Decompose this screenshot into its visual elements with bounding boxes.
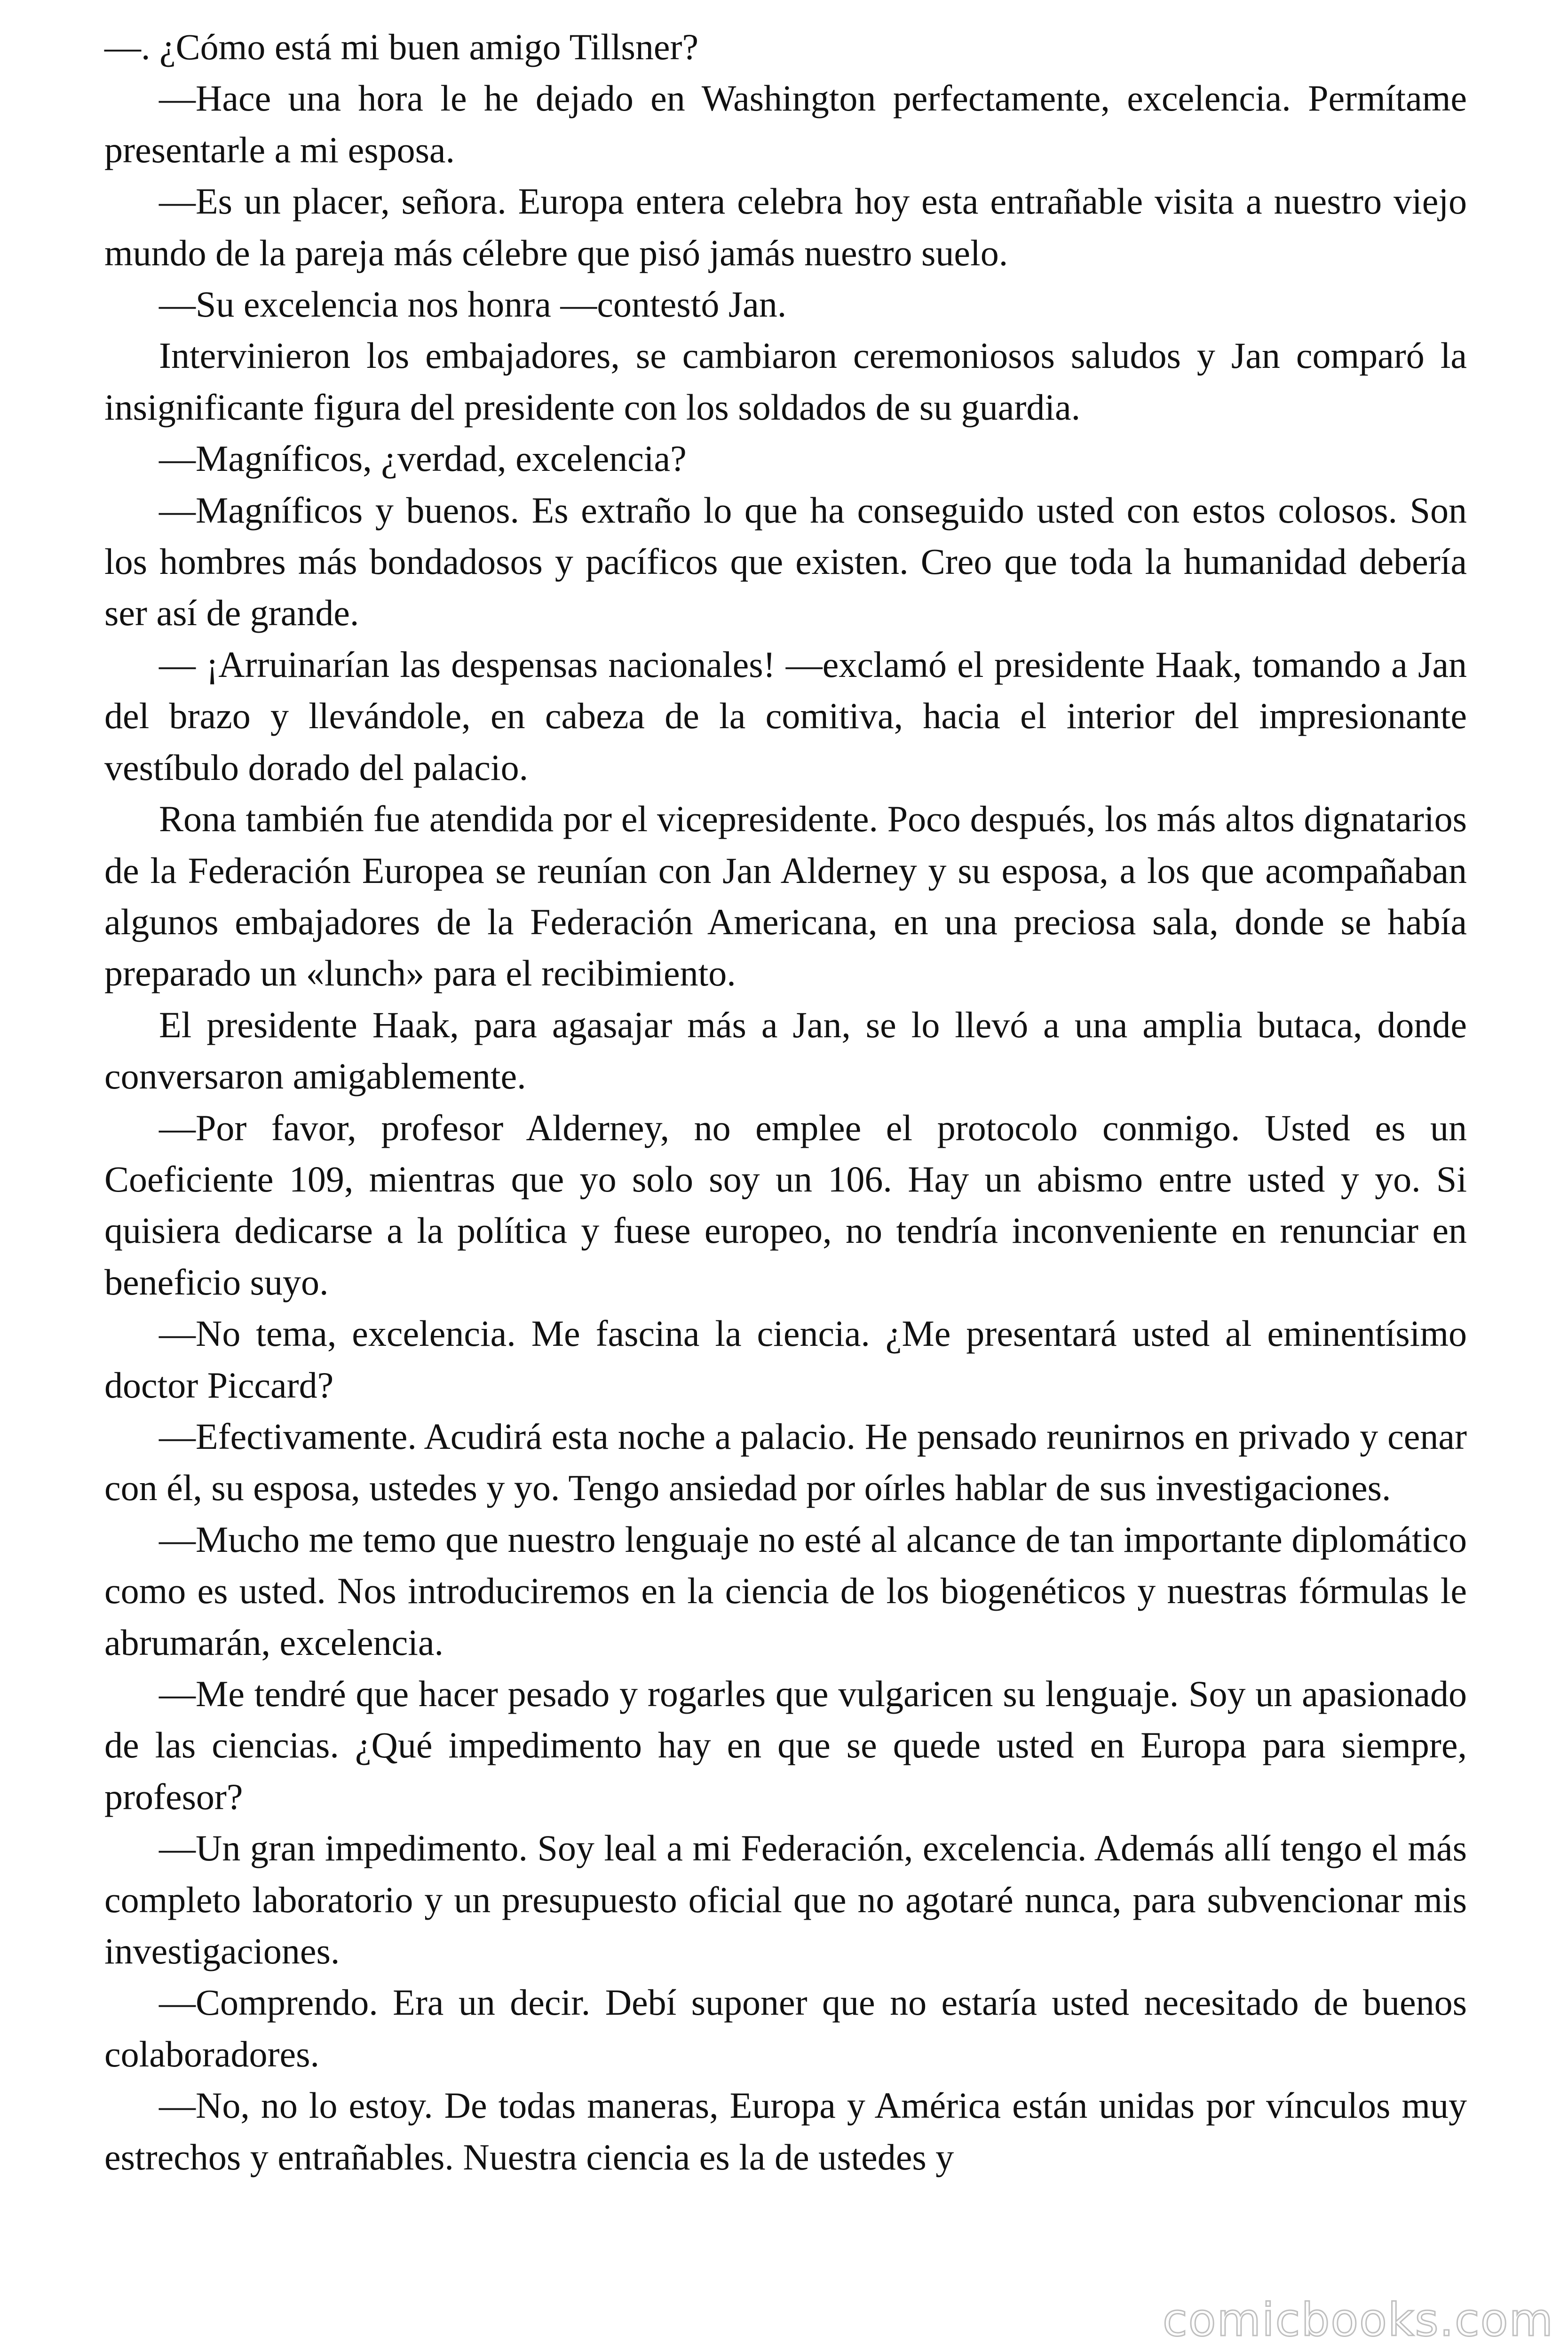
paragraph: —Su excelencia nos honra —contestó Jan. (159, 284, 787, 325)
paragraph: —Mucho me temo que nuestro lenguaje no esté al alcance de tan importante diplomático como es usted. Nos introduciremos en la ciencia de los biogenéticos y nuestras fórmulas le abrumarán, excelencia. (104, 1518, 1467, 1663)
paragraph: —Es un placer, señora. Europa entera celebra hoy esta entrañable visita a nuestro viejo mundo de la pareja más célebre que pisó jamás nuestro suelo. (104, 181, 1467, 273)
paragraph: — ¡Arruinarían las despensas nacionales! —exclamó el presidente Haak, tomando a Jan del brazo y llevándole, en cabeza de la comitiva, hacia el interior del impresionante vestíbulo dorado del palacio. (104, 644, 1467, 788)
paragraph: Rona también fue atendida por el vicepresidente. Poco después, los más altos dignatarios de la Federación Europea se reunían con Jan Alderney y su esposa, a los que acompañaban algunos embajadores de la Federación Americana, en una preciosa sala, donde se había preparado un «lunch» para el recibimiento. (104, 798, 1467, 994)
paragraph: —No, no lo estoy. De todas maneras, Europa y América están unidas por vínculos muy estrechos y entrañables. Nuestra ciencia es la de ustedes y (104, 2085, 1467, 2177)
paragraph: —No tema, excelencia. Me fascina la ciencia. ¿Me presentará usted al eminentísimo doctor Piccard? (104, 1313, 1467, 1406)
paragraph: —Magníficos, ¿verdad, excelencia? (159, 438, 687, 479)
paragraph: —Magníficos y buenos. Es extraño lo que ha conseguido usted con estos colosos. Son los hombres más bondadosos y pacíficos que existen. Creo que toda la humanidad debería ser así de grande. (104, 489, 1467, 634)
paragraph: —Un gran impedimento. Soy leal a mi Federación, excelencia. Además allí tengo el más completo laboratorio y un presupuesto oficial que no agotaré nunca, para subvencionar mis investigaciones. (104, 1828, 1467, 1972)
paragraph: —Por favor, profesor Alderney, no emplee el protocolo conmigo. Usted es un Coeficiente 109, mientras que yo solo soy un 106. Hay un abismo entre usted y yo. Si quisiera dedicarse a la política y fuese europeo, no tendría inconveniente en renunciar en beneficio suyo. (104, 1107, 1467, 1303)
paragraph: —Comprendo. Era un decir. Debí suponer que no estaría usted necesitado de buenos colaboradores. (104, 1982, 1467, 2074)
paragraph: —Efectivamente. Acudirá esta noche a palacio. He pensado reunirnos en privado y cenar con él, su esposa, ustedes y yo. Tengo ansiedad por oírles hablar de sus investigaciones. (104, 1415, 1467, 1509)
paragraph: —Me tendré que hacer pesado y rogarles que vulgaricen su lenguaje. Soy un apasionado de las ciencias. ¿Qué impedimento hay en que se quede usted en Europa para siempre, profesor? (104, 1673, 1467, 1817)
paragraph: —. ¿Cómo está mi buen amigo Tillsner? (104, 26, 699, 67)
watermark-text: comicbooks.com (1162, 2294, 1554, 2346)
paragraph: El presidente Haak, para agasajar más a Jan, se lo llevó a una amplia butaca, donde conversaron amigablemente. (104, 1004, 1467, 1097)
body-text (104, 21, 1467, 2183)
paragraph: —Hace una hora le he dejado en Washington perfectamente, excelencia. Permítame presentarle a mi esposa. (104, 78, 1467, 170)
paragraph: Intervinieron los embajadores, se cambiaron ceremoniosos saludos y Jan comparó la insignificante figura del presidente con los soldados de su guardia. (104, 335, 1467, 428)
